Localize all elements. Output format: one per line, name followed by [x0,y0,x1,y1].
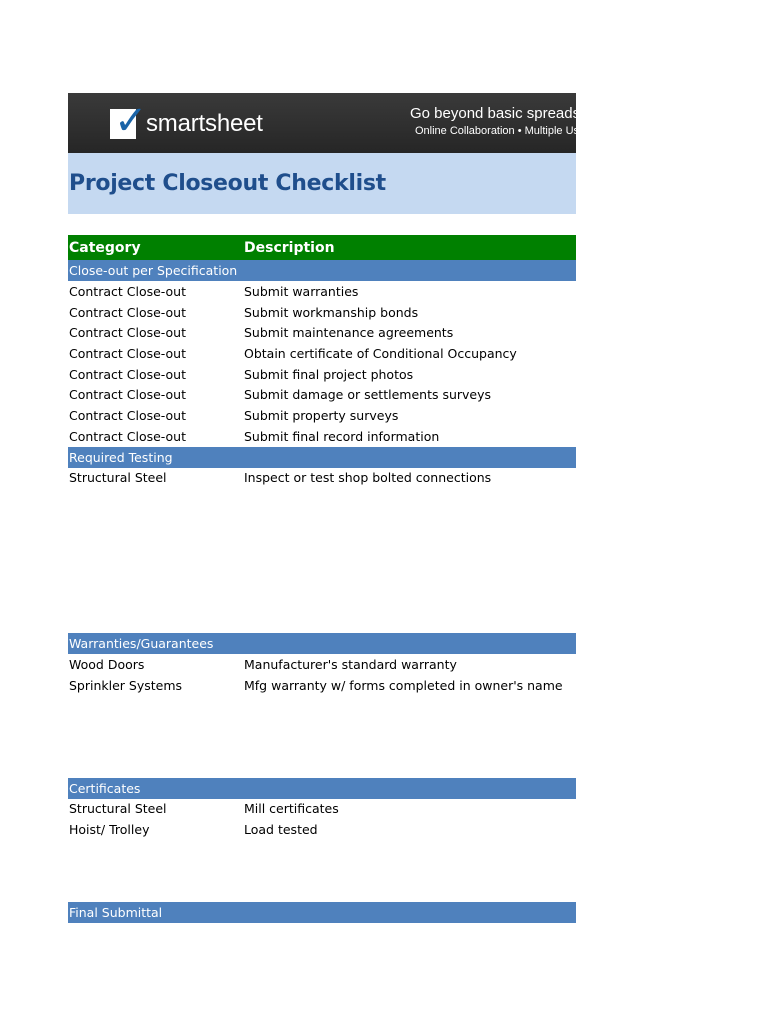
empty-rows [68,488,576,633]
table-row[interactable] [68,654,576,675]
table-row[interactable] [68,302,576,323]
brand-name: smartsheet [146,110,263,137]
row-description: Inspect or test shop bolted connections [244,470,492,486]
table-row[interactable] [68,799,576,820]
table-row[interactable] [68,819,576,840]
page-title: Project Closeout Checklist [69,171,386,196]
section-close-out-per-specification: Close-out per Specification [68,260,576,281]
table-row[interactable] [68,322,576,343]
table-row[interactable] [68,468,576,489]
row-description: Mfg warranty w/ forms completed in owner's name [244,677,563,693]
row-category: Contract Close-out [69,304,187,320]
row-description: Submit warranties [244,283,359,299]
table-row[interactable] [68,343,576,364]
section-required-testing: Required Testing [68,447,576,468]
column-header-category: Category [69,239,141,256]
column-header-description: Description [244,239,335,256]
banner-tagline: Go beyond basic spreadsheets [410,105,617,122]
section-final-submittal: Final Submittal [68,902,576,923]
table-row[interactable] [68,281,576,302]
smartsheet-banner[interactable] [68,93,617,153]
row-description: Submit workmanship bonds [244,304,419,320]
checkmark-icon: ✓ [108,101,142,143]
table-row[interactable] [68,364,576,385]
row-category: Sprinkler Systems [69,677,183,693]
section-warranties-guarantees: Warranties/Guarantees [68,633,576,654]
row-category: Structural Steel [69,801,167,817]
table-row[interactable] [68,384,576,405]
row-category: Contract Close-out [69,407,187,423]
row-category: Contract Close-out [69,428,187,444]
row-description: Submit maintenance agreements [244,325,454,341]
row-description: Submit property surveys [244,407,399,423]
row-description: Submit final record information [244,428,440,444]
row-description: Submit final project photos [244,366,414,382]
row-category: Contract Close-out [69,345,187,361]
row-category: Wood Doors [69,657,145,673]
section-certificates: Certificates [68,778,576,799]
row-category: Contract Close-out [69,283,187,299]
column-header-row [68,235,576,260]
row-category: Hoist/ Trolley [69,822,150,838]
row-description: Manufacturer's standard warranty [244,657,457,673]
row-category: Structural Steel [69,470,167,486]
banner-subtagline: Online Collaboration • Multiple Users [415,125,595,137]
empty-rows [68,840,576,902]
row-description: Submit damage or settlements surveys [244,387,492,403]
table-row[interactable] [68,426,576,447]
row-description: Mill certificates [244,801,339,817]
smartsheet-logo [108,98,263,144]
row-description: Load tested [244,822,318,838]
row-category: Contract Close-out [69,325,187,341]
row-description: Obtain certificate of Conditional Occupancy [244,345,517,361]
table-row[interactable] [68,405,576,426]
checklist-sheet [68,93,617,923]
row-category: Contract Close-out [69,387,187,403]
title-band [68,153,576,214]
row-category: Contract Close-out [69,366,187,382]
table-row[interactable] [68,675,576,696]
empty-rows [68,696,576,778]
